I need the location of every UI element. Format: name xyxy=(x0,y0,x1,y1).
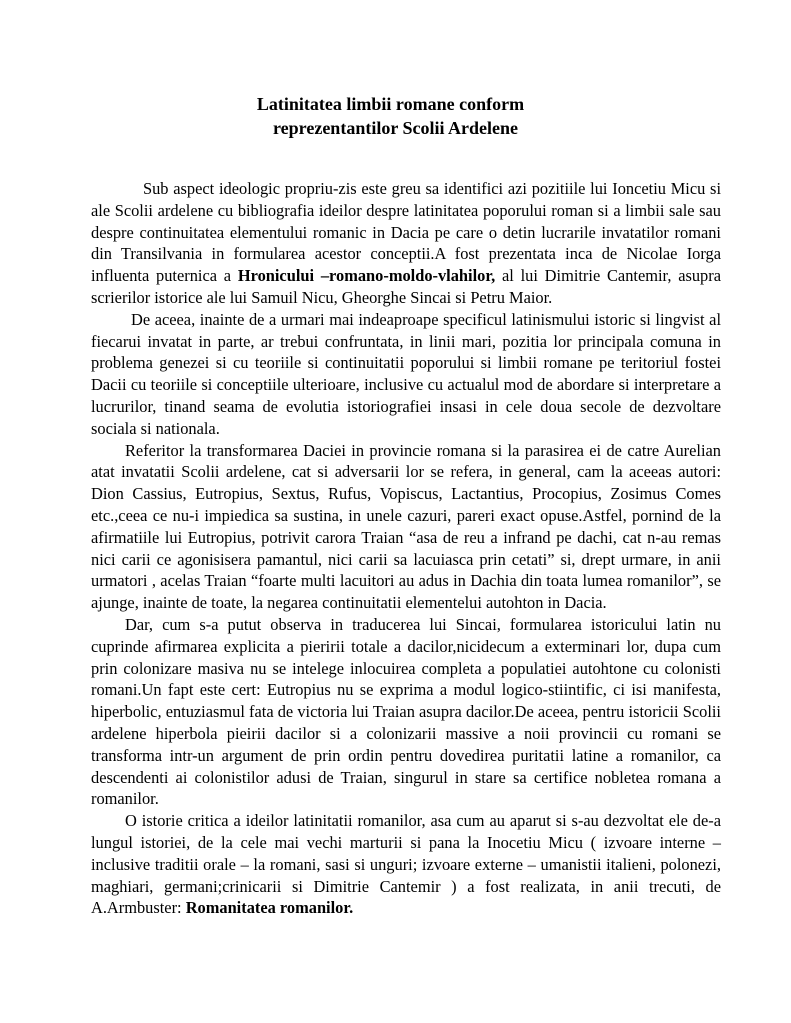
paragraph-5-bold-title: Romanitatea romanilor. xyxy=(185,898,354,918)
paragraph-3: Referitor la transformarea Daciei in provincie romana si la parasirea ei de catre Aurelian atat invatatii Scolii ardelene, cat si adversarii lor se refera, in general, cam la aceeas autori: Dion Cassius, Eutropius, Sextus, Rufus, Vopiscus, Lactantius, Procopius, Zosimus Comes etc.,ceea ce nu-i impiedica sa sustina, in unele cazuri, pareri exact opuse.Astfel, pornind de la afirmatiile lui Eutropius, potrivit carora Traian “asa de reu a infrand pe dachi, cat n-au remas nici carii ce agonisisera pamantul, nici carii sa lacuiasca prin cetati” si, drept urmare, in anii urmatori , acelas Traian “foarte multi lacuitori au adus in Dachia din toata lumea romanilor”, se ajunge, inainte de toate, la negarea continuitatii elementelui autohton in Dacia. xyxy=(91,440,721,613)
paragraph-2: De aceea, inainte de a urmari mai indeaproape specificul latinismului istoric si lingvist al fiecarui invatat in parte, ar trebui confruntata, in linii mari, pozitia lor principala comuna in problema genezei si cu teoriile si continuitatii poporului si limbii romane pe teritoriul fostei Dacii cu teoriile si conceptiile ulterioare, inclusive cu actualul mod de abordare si interpretare a lucrurilor, tinand seama de evolutia istoriografiei insasi in cele doua secole de dezvoltare sociala si nationala. xyxy=(91,309,721,438)
paragraph-1-text-end: al lui Dimitrie Cantemir, asupra scrierilor istorice ale lui Samuil Nicu, Gheorghe Sincai si Petru Maior. xyxy=(91,266,721,307)
document-title-line-2: reprezentantilor Scolii Ardelene xyxy=(273,118,518,138)
paragraph-4: Dar, cum s-a putut observa in traducerea lui Sincai, formularea istoricului latin nu cuprinde afirmarea explicita a pieririi totale a dacilor,nicidecum a exterminari lor, dupa cum prin colonizare masiva nu se intelege inlocuirea completa a populatiei autohtone cu colonisti romani.Un fapt este cert: Eutropius nu se exprima a modul logico-stiintific, ci isi manifesta, hiperbolic, entuziasmul fata de victoria lui Traian asupra dacilor.De aceea, pentru istoricii Scolii ardelene hiperbola pieirii dacilor si a colonizarii massive a noii provincii cu romani se transforma intr-un argument de prin ordin pentru dovedirea puritatii latine a romanilor, ca descendenti ai colonistilor adusi de Traian, singurul in stare sa certifice nobletea romana a romanilor. xyxy=(91,614,721,809)
paragraph-5-text-start: O istorie critica a ideilor latinitatii romanilor, asa cum au aparut si s-au dezvoltat ele de-a lungul istoriei, de la cele mai vechi marturii si pana la Inocetiu Micu ( izvoare interne – inclusive traditii orale – la romani, sasi si unguri; izvoare externe – umanistii italieni, polonezi, maghiari, germani;crinicarii si Dimitrie Cantemir ) a fost realizata, in anii trecuti, de A.Armbuster: xyxy=(91,811,721,918)
document-title-line-1: Latinitatea limbii romane conform xyxy=(256,94,525,114)
paragraph-1 xyxy=(91,178,721,309)
document-body xyxy=(91,178,721,919)
paragraph-5 xyxy=(91,810,721,919)
paragraph-1-bold-title: Hronicului –romano-moldo-vlahilor, xyxy=(237,266,496,286)
paragraph-1-text-start: Sub aspect ideologic propriu-zis este greu sa identifici azi pozitiile lui Ioncetiu Micu si ale Scolii ardelene cu bibliografia ideilor despre latinitatea poporului roman si a limbii sale sau despre continuitatea elementului romanic in Dacia pe care o detin lucrarile invatatilor romani din Transilvania in formularea acestor conceptii.A fost prezentata inca de Nicolae Iorga influenta puternica a xyxy=(91,179,721,286)
